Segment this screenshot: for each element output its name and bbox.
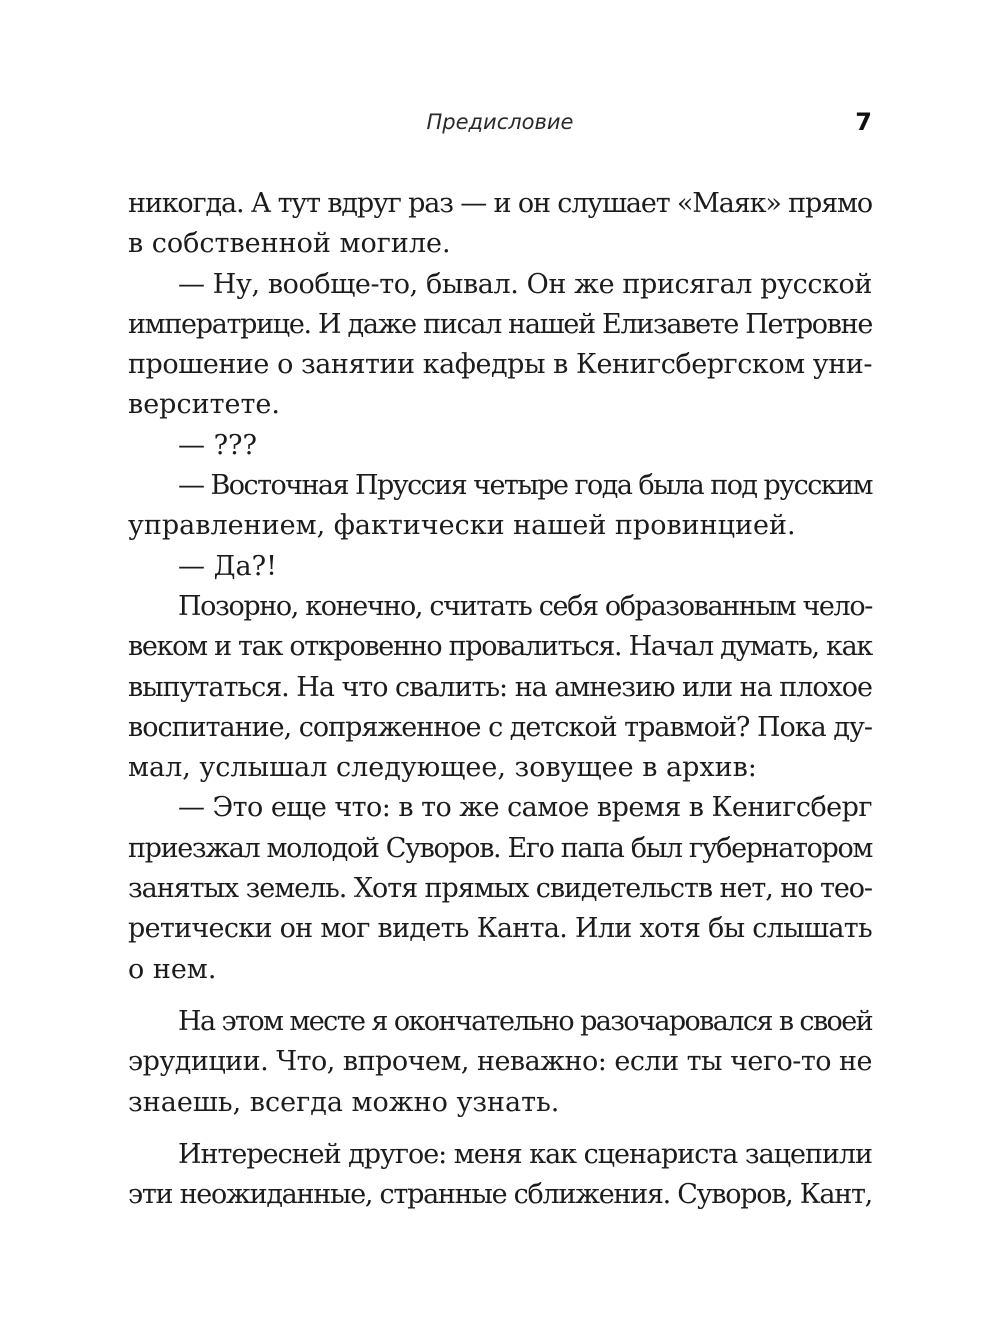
text-line: эрудиции. Что, впрочем, неважно: если ты чего-то не (128, 1046, 872, 1078)
text-line: никогда. А тут вдруг раз — и он слушает «Маяк» прямо (128, 188, 872, 219)
text-line: воспитание, сопряженное с детской травмой? Пока ду- (128, 711, 872, 743)
text-line: управлением, фактически нашей провинцией. (128, 510, 796, 542)
text-line: Интересней другое: меня как сценариста зацепили (178, 1138, 872, 1170)
text-line: о нем. (128, 953, 217, 985)
text-line: ретически он мог видеть Канта. Или хотя бы слышать (128, 913, 872, 945)
running-title: Предисловие (426, 110, 574, 134)
text-line: верситете. (128, 389, 280, 421)
text-line: императрице. И даже писал нашей Елизавете Петровне (128, 308, 872, 340)
text-line: приезжал молодой Суворов. Его папа был губернатором (128, 832, 872, 864)
text-line: На этом месте я окончательно разочаровался в своей (178, 1005, 872, 1037)
text-line: эти неожиданные, странные сближения. Суворов, Кант, (128, 1179, 872, 1211)
page-number: 7 (855, 108, 872, 136)
body-text (128, 184, 872, 1215)
text-line: — Восточная Пруссия четыре года была под русским (178, 470, 872, 502)
text-line: — ??? (178, 429, 258, 461)
text-line: — Да?! (178, 550, 277, 582)
text-line: выпутаться. На что свалить: на амнезию или на плохое (128, 671, 872, 703)
text-line: Позорно, конечно, считать себя образованным чело- (178, 590, 873, 622)
text-line: занятых земель. Хотя прямых свидетельств нет, но тео- (128, 873, 872, 905)
text-line: прошение о занятии кафедры в Кенигсбергском уни- (128, 349, 872, 381)
running-header (128, 110, 872, 142)
text-line: мал, услышал следующее, зовущее в архив: (128, 752, 757, 784)
text-line: — Ну, вообще-то, бывал. Он же присягал русской (178, 268, 873, 300)
text-line: веком и так откровенно провалиться. Начал думать, как (128, 631, 872, 663)
text-line: в собственной могиле. (128, 228, 451, 260)
text-line: знаешь, всегда можно узнать. (128, 1086, 560, 1118)
text-line: — Это еще что: в то же самое время в Кенигсберг (178, 792, 872, 824)
